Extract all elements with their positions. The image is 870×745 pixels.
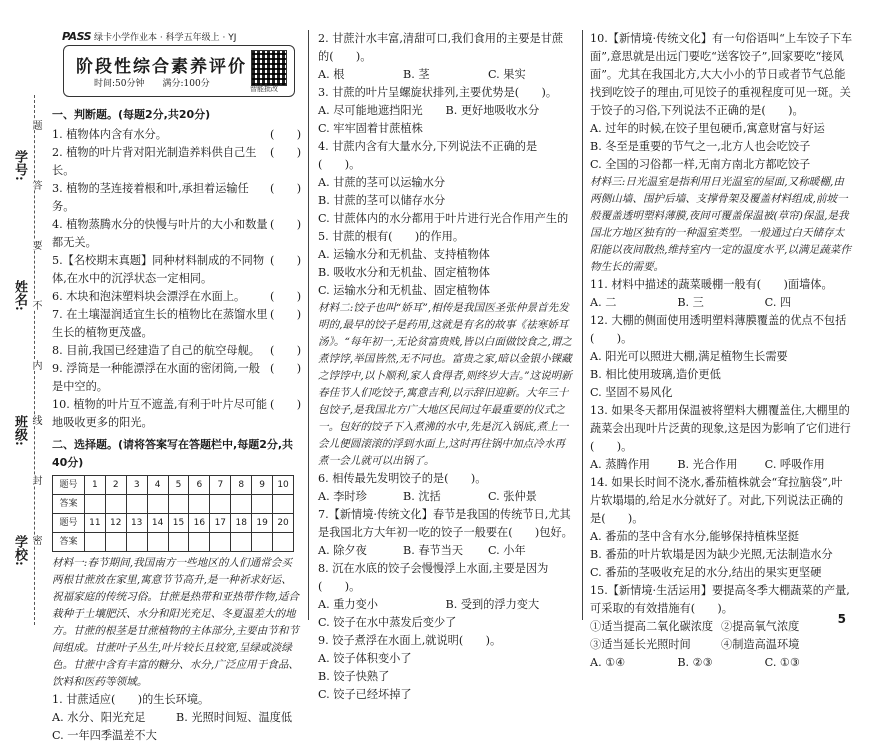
answer-table-row[interactable] [53, 533, 294, 552]
question-10: 10.【新情境·传统文化】有一句俗语叫“上车饺子下车面”,意思就是出远门要吃“送客饺子”,回家要吃“接风面”。尤其在我国北方,大大小小的节日或者节气总能找到吃饺子的理由,可见饺子的重视程度可见一斑。关于饺子的习俗,下列说法不正确的是( )。 [590, 32, 853, 117]
option-c[interactable]: C. 呼吸作用 [764, 458, 825, 471]
cut-mark: 密 [30, 535, 41, 545]
option-c[interactable]: C. 全国的习俗都一样,无南方南北方都吃饺子 [590, 158, 811, 171]
option-b[interactable]: B. 光照时间短、温度低 [176, 711, 293, 724]
option-b[interactable]: B. 冬至是重要的节气之一,北方人也会吃饺子 [590, 140, 811, 153]
question-11: 11. 材料中描述的蔬菜暖棚一般有( )面墙体。 [590, 278, 833, 291]
question-number-cell: 1 [84, 476, 105, 495]
answer-cell[interactable] [84, 533, 105, 552]
question-15-items [590, 636, 852, 654]
page-number: 5 [837, 612, 846, 626]
student-name-label: 姓名: [12, 280, 27, 311]
option-c[interactable]: C. 一年四季温差不大 [52, 729, 157, 742]
question-number-cell: 6 [189, 476, 210, 495]
question-number-cell: 3 [126, 476, 147, 495]
option-a[interactable]: A. 二 [590, 296, 617, 309]
question-7: 7.【新情境·传统文化】春节是我国的传统节日,尤其是我国北方大年初一吃的饺子一般要在( )包好。 [318, 508, 573, 539]
answer-cell[interactable] [231, 495, 252, 514]
page-title: 阶段性综合素养评价 [76, 57, 247, 77]
judge-item [52, 252, 300, 288]
choice-item: ①适当提高二氧化碳浓度 [590, 620, 714, 633]
answer-cell[interactable] [210, 533, 231, 552]
answer-cell[interactable] [147, 533, 168, 552]
judge-list [52, 126, 300, 432]
answer-blank[interactable]: ( ) [270, 182, 302, 195]
column-right [590, 30, 852, 672]
judge-item [52, 360, 300, 396]
option-b[interactable]: B. 吸收水分和无机盐、固定植物体 [318, 266, 490, 279]
question-8: 8. 沉在水底的饺子会慢慢浮上水面,主要是因为( )。 [318, 562, 549, 593]
option-b[interactable]: B. 番茄的叶片软塌是因为缺少光照,无法制造水分 [590, 548, 833, 561]
question-15-items [590, 618, 852, 636]
cut-mark: 要 [30, 240, 41, 250]
option-c[interactable]: C. 果实 [488, 68, 526, 81]
judge-item-text: 9. 浮筒是一种能漂浮在水面的密闭筒,一般是中空的。 [52, 362, 260, 393]
option-a[interactable]: A. 根 [318, 68, 345, 81]
answer-cell[interactable] [168, 495, 189, 514]
question-number-cell: 4 [147, 476, 168, 495]
judge-item [52, 180, 300, 216]
question-14: 14. 如果长时间不浇水,番茄植株就会“耷拉脑袋”,叶片软塌塌的,给足水分就好了。对此,下列说法正确的是( )。 [590, 476, 844, 525]
option-c[interactable]: C. 坚固不易风化 [590, 386, 673, 399]
judge-item-text: 4. 植物蒸腾水分的快慢与叶片的大小和数量都无关。 [52, 218, 268, 249]
judge-item-text: 6. 木块和泡沫塑料块会漂浮在水面上。 [52, 290, 246, 303]
answer-cell[interactable] [210, 495, 231, 514]
binding-margin [0, 95, 50, 625]
judge-item-text: 7. 在土壤湿润适宜生长的植物比在蒸馏水里生长的植物更茂盛。 [52, 308, 268, 339]
option-a[interactable]: A. 运输水分和无机盐、支持植物体 [318, 248, 490, 261]
answer-table-header-row [53, 514, 294, 533]
judge-item [52, 144, 300, 180]
question-number-cell: 8 [231, 476, 252, 495]
brand-text: 绿卡小学作业本 · 科学五年级上 · YJ [94, 33, 237, 43]
cut-mark: 线 [30, 415, 41, 425]
table-header-cell: 题号 [53, 514, 85, 533]
judge-item-text: 2. 植物的叶片背对阳光制造养料供自己生长。 [52, 146, 257, 177]
option-c[interactable]: C. 张仲景 [488, 490, 537, 503]
option-b[interactable]: B. 更好地吸收水分 [445, 104, 540, 117]
question-number-cell: 15 [168, 514, 189, 533]
answer-blank[interactable]: ( ) [270, 362, 302, 375]
option-a[interactable]: A. 重力变小 [318, 598, 378, 611]
option-c[interactable]: C. 牢牢固着甘蔗植株 [318, 122, 423, 135]
question-number-cell: 12 [105, 514, 126, 533]
column-divider [582, 30, 583, 620]
cut-mark: 不 [30, 300, 41, 310]
option-a[interactable]: A. 除夕夜 [318, 544, 367, 557]
answer-cell[interactable] [273, 533, 294, 552]
judge-item-text: 1. 植物体内含有水分。 [52, 128, 167, 141]
option-b[interactable]: B. 相比使用玻璃,造价更低 [590, 368, 721, 381]
judge-item-text: 5.【名校期末真题】同种材料制成的不同物体,在水中的沉浮状态一定相同。 [52, 254, 265, 285]
cut-mark: 答 [30, 180, 41, 190]
column-divider [308, 30, 309, 620]
table-header-cell: 题号 [53, 476, 85, 495]
judge-item [52, 306, 300, 342]
option-a[interactable]: A. ①④ [590, 656, 626, 669]
option-b[interactable]: B. 甘蔗的茎可以储存水分 [318, 194, 446, 207]
answer-blank[interactable]: ( ) [270, 254, 302, 267]
option-c[interactable]: C. 饺子已经坏掉了 [318, 688, 412, 701]
judge-item [52, 126, 300, 144]
brand-logo: PASS [62, 30, 92, 43]
answer-blank[interactable]: ( ) [270, 344, 302, 357]
question-12: 12. 大棚的侧面使用透明塑料薄膜覆盖的优点不包括( )。 [590, 314, 847, 345]
question-number-cell: 19 [252, 514, 273, 533]
class-label: 班级: [12, 415, 27, 446]
option-c[interactable]: C. 饺子在水中蒸发后变少了 [318, 616, 457, 629]
material-three: 材料三:日光温室是指利用日光温室的屋面,又称暖棚,由两侧山墙、围护后墙、支撑骨架及覆盖材料组成,前坡一般覆盖透明塑料薄膜,夜间可覆盖保温被(草帘)保温,是我国北方地区独有的一种温室类型。一般通过白天储存太阳能以夜间散热,维持室内一定的温度水平,以满足蔬菜作物生长的需要。 [590, 176, 851, 273]
answer-blank[interactable]: ( ) [270, 308, 302, 321]
question-number-cell: 5 [168, 476, 189, 495]
judge-item-text: 3. 植物的茎连接着根和叶,承担着运输任务。 [52, 182, 249, 213]
answer-cell[interactable] [126, 533, 147, 552]
column-middle [318, 30, 573, 704]
judge-item [52, 216, 300, 252]
answer-label-cell: 答案 [53, 533, 85, 552]
answer-cell[interactable] [189, 495, 210, 514]
option-a[interactable]: A. 番茄的茎中含有水分,能够保持植株坚挺 [590, 530, 799, 543]
choice-item: ③适当延长光照时间 [590, 638, 691, 651]
option-b[interactable]: B. 沈括 [403, 490, 441, 503]
section-judge-heading: 一、判断题。(每题2分,共20分) [52, 108, 211, 121]
question-number-cell: 16 [189, 514, 210, 533]
option-a[interactable]: A. 李时珍 [318, 490, 367, 503]
question-number-cell: 17 [210, 514, 231, 533]
option-a[interactable]: A. 尽可能地遮挡阳光 [318, 104, 423, 117]
material-one: 材料一:春节期间,我国南方一些地区的人们通常会买两根甘蔗放在家里,寓意节节高升,是一种祈求好运、祝福家庭的传统习俗。甘蔗是热带和亚热带作物,适合栽种于土壤肥沃、水分和阳光充足、冬夏温差大的地方。甘蔗的根茎是甘蔗植物的主体部分,主要由节和节间组成。甘蔗叶子丛生,叶片较长且较宽,呈绿或淡绿色。甘蔗中含有丰富的糖分、水分,广泛应用于食品、饮料和医药等领域。 [52, 557, 300, 688]
question-number-cell: 10 [273, 476, 294, 495]
answer-cell[interactable] [231, 533, 252, 552]
option-c[interactable]: C. 小年 [488, 544, 526, 557]
question-number-cell: 7 [210, 476, 231, 495]
option-c[interactable]: C. 甘蔗体内的水分都用于叶片进行光合作用产生的 [318, 212, 569, 225]
option-a[interactable]: A. 水分、阳光充足 [52, 711, 146, 724]
question-5: 5. 甘蔗的根有( )的作用。 [318, 230, 465, 243]
question-8-options [318, 596, 573, 614]
judge-item-text: 8. 目前,我国已经建造了自己的航空母舰。 [52, 344, 260, 357]
answer-blank[interactable]: ( ) [270, 146, 302, 159]
option-b[interactable]: B. 光合作用 [677, 458, 738, 471]
school-label: 学校: [12, 535, 27, 566]
question-2-options [318, 66, 573, 84]
answer-cell[interactable] [105, 533, 126, 552]
question-13: 13. 如果冬天都用保温被将塑料大棚覆盖住,大棚里的蔬菜会出现叶片泛黄的现象,这是因为影响了它们进行( )。 [590, 404, 851, 453]
answer-table-header-row [53, 476, 294, 495]
option-a[interactable]: A. 饺子体积变小了 [318, 652, 412, 665]
option-a[interactable]: A. 过年的时候,在饺子里包硬币,寓意财富与好运 [590, 122, 825, 135]
question-number-cell: 14 [147, 514, 168, 533]
option-a[interactable]: A. 蒸腾作用 [590, 458, 650, 471]
option-b[interactable]: B. 茎 [403, 68, 430, 81]
question-13-options [590, 456, 852, 474]
question-11-options [590, 294, 852, 312]
question-3-options [318, 102, 573, 120]
question-2: 2. 甘蔗汁水丰富,清甜可口,我们食用的主要是甘蔗的( )。 [318, 32, 564, 63]
choice-item: ②提高氧气浓度 [721, 620, 800, 633]
cut-mark: 封 [30, 475, 41, 485]
judge-item [52, 396, 300, 432]
option-b[interactable]: B. 受到的浮力变大 [445, 598, 540, 611]
cut-mark: 题 [30, 120, 41, 130]
option-b[interactable]: B. ②③ [677, 656, 713, 669]
question-number-cell: 20 [273, 514, 294, 533]
answer-cell[interactable] [252, 495, 273, 514]
qr-code-icon[interactable] [251, 50, 287, 86]
option-c[interactable]: C. 运输水分和无机盐、固定植物体 [318, 284, 490, 297]
answer-cell[interactable] [189, 533, 210, 552]
option-a[interactable]: A. 甘蔗的茎可以运输水分 [318, 176, 446, 189]
question-number-cell: 9 [252, 476, 273, 495]
option-c[interactable]: C. 番茄的茎吸收充足的水分,结出的果实更坚硬 [590, 566, 822, 579]
answer-blank[interactable]: ( ) [270, 290, 302, 303]
option-a[interactable]: A. 阳光可以照进大棚,满足植物生长需要 [590, 350, 788, 363]
cut-mark: 内 [30, 360, 41, 370]
question-6: 6. 相传最先发明饺子的是( )。 [318, 472, 487, 485]
question-7-options [318, 542, 573, 560]
answer-cell[interactable] [126, 495, 147, 514]
question-number-cell: 11 [84, 514, 105, 533]
judge-item-text: 10. 植物的叶片互不遮盖,有利于叶片尽可能地吸收更多的阳光。 [52, 398, 268, 429]
answer-cell[interactable] [252, 533, 273, 552]
judge-item [52, 342, 300, 360]
question-1: 1. 甘蔗适应( )的生长环境。 [52, 693, 210, 706]
question-15: 15.【新情境·生活运用】要提高冬季大棚蔬菜的产量,可采取的有效措施有( )。 [590, 584, 850, 615]
section-choice-heading: 二、选择题。(请将答案写在答题栏中,每题2分,共40分) [52, 438, 294, 469]
option-c[interactable]: C. 四 [764, 296, 792, 309]
answer-label-cell: 答案 [53, 495, 85, 514]
question-number-cell: 13 [126, 514, 147, 533]
answer-cell[interactable] [105, 495, 126, 514]
material-two: 材料二:饺子也叫“娇耳”,相传是我国医圣张仲景首先发明的,最早的饺子是药用,这就是有名的故事《祛寒娇耳汤》。“每年初一,无论贫富贵贱,皆以白面做饺食之,谓之煮饽饽,举国皆然,无不同也。富贵之家,暗以金银小锞藏之饽饽中,以卜顺利,家人食得者,则终岁大吉。”这说明新春佳节人们吃饺子,寓意吉利,以示辞旧迎新。大年三十包饺子,是我国北方广大地区民间过年最重要的仪式之一。包好的饺子下入煮沸的水中,先是沉入锅底,煮上一会儿便圆滚滚的浮到水面上,这时再往锅中加点冷水再煮一会儿就可以出锅了。 [318, 302, 572, 467]
judge-item [52, 288, 300, 306]
qr-label: 智能批改 [250, 85, 278, 93]
choice-item: ④制造高温环境 [721, 638, 800, 651]
answer-cell[interactable] [84, 495, 105, 514]
question-15-options [590, 654, 852, 672]
question-9: 9. 饺子煮浮在水面上,就说明( )。 [318, 634, 502, 647]
question-number-cell: 18 [231, 514, 252, 533]
answer-blank[interactable]: ( ) [270, 398, 302, 411]
answer-cell[interactable] [147, 495, 168, 514]
question-1-options [52, 709, 300, 727]
option-b[interactable]: B. 饺子快熟了 [318, 670, 390, 683]
question-6-options [318, 488, 573, 506]
student-number-label: 学号: [12, 150, 27, 181]
answer-table [52, 475, 294, 552]
answer-cell[interactable] [168, 533, 189, 552]
title-box [63, 45, 295, 97]
exam-meta: 时间:50分钟 满分:100分 [94, 79, 210, 89]
brand-header [62, 30, 236, 43]
column-left [52, 104, 300, 745]
option-b[interactable]: B. 春节当天 [403, 544, 464, 557]
option-c[interactable]: C. ①③ [764, 656, 800, 669]
answer-table-row[interactable] [53, 495, 294, 514]
answer-cell[interactable] [273, 495, 294, 514]
option-b[interactable]: B. 三 [677, 296, 704, 309]
question-4: 4. 甘蔗内含有大量水分,下列说法不正确的是( )。 [318, 140, 538, 171]
answer-blank[interactable]: ( ) [270, 128, 302, 141]
question-number-cell: 2 [105, 476, 126, 495]
question-3: 3. 甘蔗的叶片呈螺旋状排列,主要优势是( )。 [318, 86, 558, 99]
answer-blank[interactable]: ( ) [270, 218, 302, 231]
